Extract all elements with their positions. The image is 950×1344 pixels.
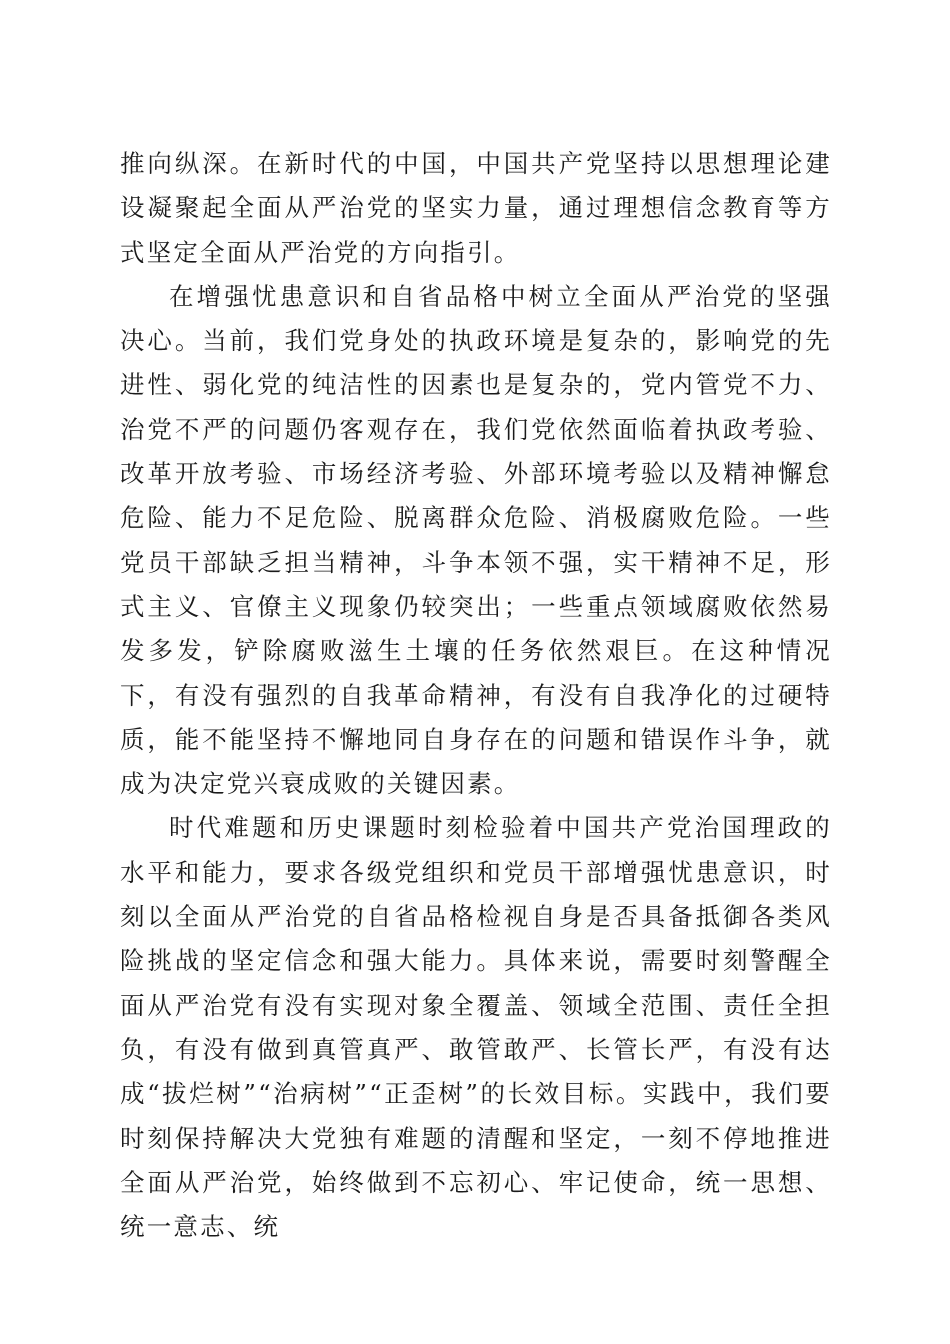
paragraph-era-challenges: 时代难题和历史课题时刻检验着中国共产党治国理政的水平和能力，要求各级党组织和党员干部增强忧患意识，时刻以全面从严治党的自省品格检视自身是否具备抵御各类风险挑战的坚定信念和强大能力。具体来说，需要时刻警醒全面从严治党有没有实现对象全覆盖、领域全范围、责任全担负，有没有做到真管真严、敢管敢严、长管长严，有没有达成“拔烂树”“治病树”“正歪树”的长效目标。实践中，我们要时刻保持解决大党独有难题的清醒和坚定，一刻不停地推进全面从严治党，始终做到不忘初心、牢记使命，统一思想、统一意志、统	[120, 813, 832, 1242]
paragraph-continuation: 推向纵深。在新时代的中国，中国共产党坚持以思想理论建设凝聚起全面从严治党的坚实力量，通过理想信念教育等方式坚定全面从严治党的方向指引。	[120, 149, 832, 267]
paragraph-self-reflection: 在增强忧患意识和自省品格中树立全面从严治党的坚强决心。当前，我们党身处的执政环境是复杂的，影响党的先进性、弱化党的纯洁性的因素也是复杂的，党内管党不力、治党不严的问题仍客观存在，我们党依然面临着执政考验、改革开放考验、市场经济考验、外部环境考验以及精神懈怠危险、能力不足危险、脱离群众危险、消极腐败危险。一些党员干部缺乏担当精神，斗争本领不强，实干精神不足，形式主义、官僚主义现象仍较突出；一些重点领域腐败依然易发多发，铲除腐败滋生土壤的任务依然艰巨。在这种情况下，有没有强烈的自我革命精神，有没有自我净化的过硬特质，能不能坚持不懈地同自身存在的问题和错误作斗争，就成为决定党兴衰成败的关键因素。	[120, 281, 832, 799]
document-body	[120, 142, 832, 1249]
